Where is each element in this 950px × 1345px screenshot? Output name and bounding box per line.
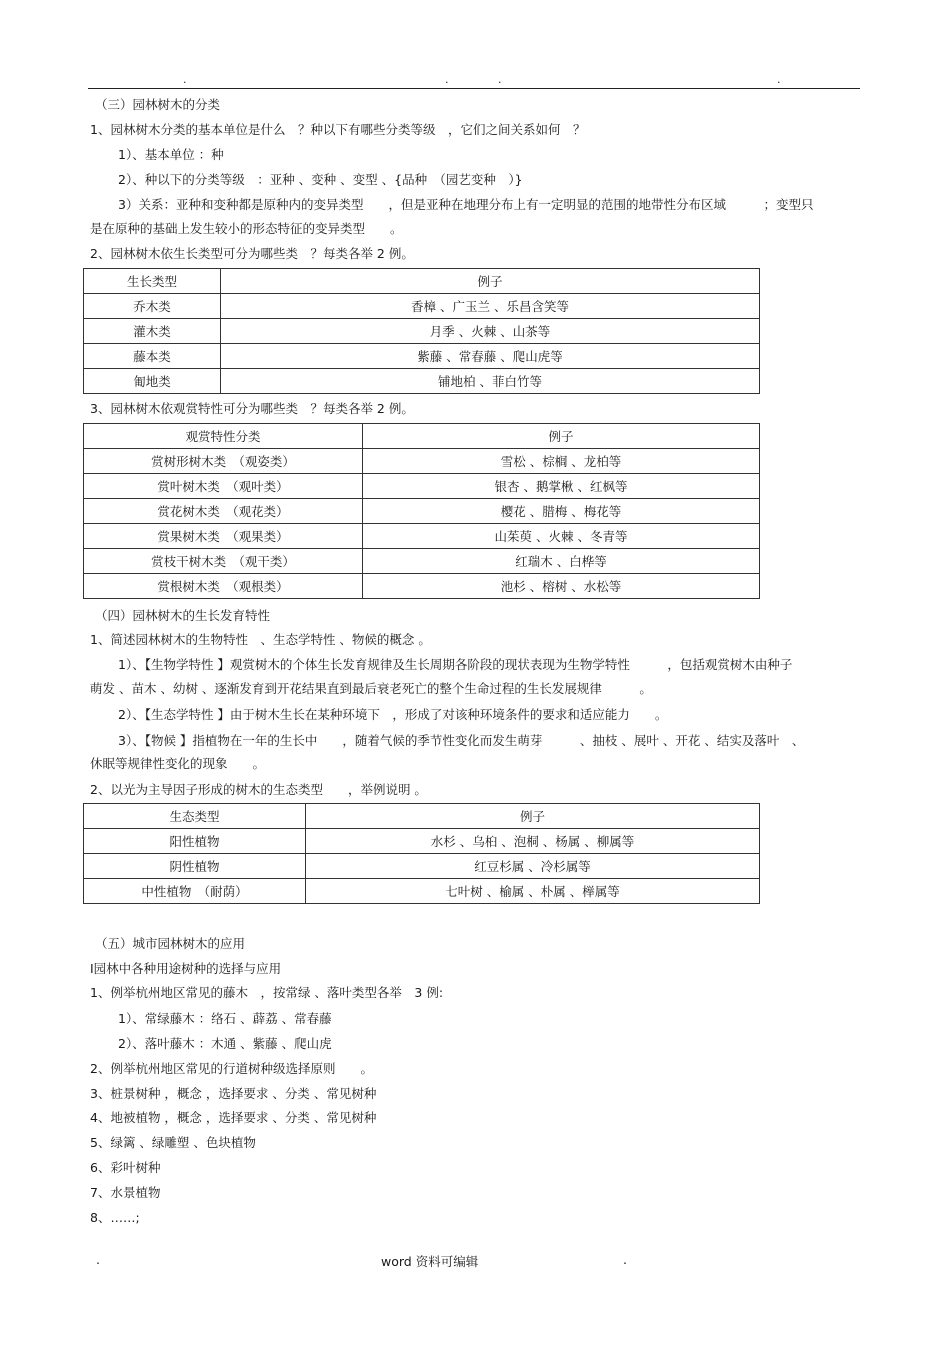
- question: 6、彩叶树种: [90, 1160, 161, 1175]
- question: 8、……;: [90, 1210, 140, 1225]
- table-header-row: [84, 424, 760, 449]
- table-cell: 乔木类: [84, 294, 221, 319]
- header-dot: .: [777, 73, 781, 86]
- answer-line: 2）、落叶藤木 ：木通 、紫藤 、爬山虎: [118, 1036, 332, 1051]
- question: 3、园林树木依观赏特性可分为哪些类 ？每类各举 2 例。: [90, 401, 414, 416]
- answer-line: 2）、【生态学特性 】由于树木生长在某种环境下 ，形成了对该种环境条件的要求和适应能力 。: [118, 707, 668, 722]
- table-cell: 赏果树木类 （观果类）: [84, 524, 363, 549]
- table-row: [84, 854, 760, 879]
- answer-line: 休眠等规律性变化的现象 。: [90, 756, 266, 771]
- table-cell: 赏枝干树木类 （观干类）: [84, 549, 363, 574]
- question: 1、例举杭州地区常见的藤木 ，按常绿 、落叶类型各举 3 例:: [90, 985, 444, 1000]
- subsection-title: Ⅰ园林中各种用途树种的选择与应用: [90, 961, 282, 976]
- header-dot: .: [183, 73, 187, 86]
- table-cell: 灌木类: [84, 319, 221, 344]
- table-row: [84, 499, 760, 524]
- header-rule: [88, 88, 860, 89]
- question: 1、简述园林树木的生物特性 、生态学特性 、物候的概念 。: [90, 632, 431, 647]
- table-header-row: [84, 804, 760, 829]
- ornamental-type-table: [83, 423, 760, 599]
- growth-type-table: [83, 268, 760, 394]
- table-cell: 中性植物 （耐荫）: [84, 879, 306, 904]
- section-title: （三）园林树木的分类: [95, 97, 221, 112]
- table-header-cell: 例子: [363, 424, 760, 449]
- table-row: [84, 524, 760, 549]
- question: 5、绿篱 、绿雕塑 、色块植物: [90, 1135, 256, 1150]
- table-row: [84, 319, 760, 344]
- table-row: [84, 344, 760, 369]
- answer-line: 1）、【生物学特性 】观赏树木的个体生长发育规律及生长周期各阶段的现状表现为生物学特性 ，包括观赏树木由种子: [118, 657, 793, 672]
- question: 4、地被植物 ，概念 ，选择要求 、分类 、常见树种: [90, 1110, 377, 1125]
- table-header-cell: 观赏特性分类: [84, 424, 363, 449]
- table-cell: 匍地类: [84, 369, 221, 394]
- table-cell: 银杏 、鹅掌楸 、红枫等: [363, 474, 760, 499]
- question: 1、园林树木分类的基本单位是什么 ？种以下有哪些分类等级 ，它们之间关系如何 ？: [90, 122, 586, 137]
- answer-line: 1）、常绿藤木 ：络石 、薜荔 、常春藤: [118, 1011, 332, 1026]
- table-cell: 赏花树木类 （观花类）: [84, 499, 363, 524]
- table-cell: 水杉 、乌桕 、泡桐 、杨属 、柳属等: [306, 829, 760, 854]
- table-cell: 阴性植物: [84, 854, 306, 879]
- table-cell: 藤本类: [84, 344, 221, 369]
- table-row: [84, 879, 760, 904]
- question: 2、园林树木依生长类型可分为哪些类 ？每类各举 2 例。: [90, 246, 414, 261]
- footer-dot-right: .: [623, 1252, 627, 1267]
- table-header-cell: 生态类型: [84, 804, 306, 829]
- table-cell: 红瑞木 、白桦等: [363, 549, 760, 574]
- table-cell: 赏叶树木类 （观叶类）: [84, 474, 363, 499]
- header-dot: .: [445, 73, 449, 86]
- table-cell: 赏根树木类 （观根类）: [84, 574, 363, 599]
- table-cell: 月季 、火棘 、山茶等: [221, 319, 760, 344]
- table-header-row: [84, 269, 760, 294]
- table-header-cell: 例子: [221, 269, 760, 294]
- table-cell: 阳性植物: [84, 829, 306, 854]
- table-row: [84, 829, 760, 854]
- section-title: （五）城市园林树木的应用: [95, 936, 246, 951]
- table-cell: 红豆杉属 、冷杉属等: [306, 854, 760, 879]
- table-cell: 紫藤 、常春藤 、爬山虎等: [221, 344, 760, 369]
- answer-line: 萌发 、苗木 、幼树 、逐渐发育到开花结果直到最后衰老死亡的整个生命过程的生长发展规律 。: [90, 681, 652, 696]
- footer-dot-left: .: [96, 1252, 100, 1267]
- table-cell: 七叶树 、榆属 、朴属 、榉属等: [306, 879, 760, 904]
- answer-line: 3）、【物候 】指植物在一年的生长中 ，随着气候的季节性变化而发生萌芽 、抽枝 、展叶 、开花 、结实及落叶 、: [118, 733, 805, 748]
- table-header-cell: 生长类型: [84, 269, 221, 294]
- answer-line: 2）、种以下的分类等级 ：亚种 、变种 、变型 、{品种 （园艺变种 ）}: [118, 172, 523, 187]
- table-row: [84, 369, 760, 394]
- section-title: （四）园林树木的生长发育特性: [95, 608, 271, 623]
- table-row: [84, 474, 760, 499]
- table-cell: 雪松 、棕榈 、龙柏等: [363, 449, 760, 474]
- answer-line: 1）、基本单位 ：种: [118, 147, 224, 162]
- question: 2、例举杭州地区常见的行道树种级选择原则 。: [90, 1061, 373, 1076]
- table-cell: 香樟 、广玉兰 、乐昌含笑等: [221, 294, 760, 319]
- question: 2、以光为主导因子形成的树木的生态类型 ，举例说明 。: [90, 782, 427, 797]
- table-cell: 山茱萸 、火棘 、冬青等: [363, 524, 760, 549]
- table-row: [84, 294, 760, 319]
- table-cell: 池杉 、榕树 、水松等: [363, 574, 760, 599]
- table-cell: 赏树形树木类 （观姿类）: [84, 449, 363, 474]
- footer-text: word 资料可编辑: [381, 1254, 479, 1269]
- answer-line: 是在原种的基础上发生较小的形态特征的变异类型 。: [90, 221, 403, 236]
- ecological-type-table: [83, 803, 760, 904]
- question: 3、桩景树种 ，概念 ，选择要求 、分类 、常见树种: [90, 1086, 377, 1101]
- header-dot: .: [498, 73, 502, 86]
- table-row: [84, 449, 760, 474]
- answer-line: 3）关系：亚种和变种都是原种内的变异类型 ，但是亚种在地理分布上有一定明显的范围的地带性分布区域 ；变型只: [118, 197, 814, 212]
- table-row: [84, 574, 760, 599]
- table-row: [84, 549, 760, 574]
- question: 7、水景植物: [90, 1185, 161, 1200]
- table-header-cell: 例子: [306, 804, 760, 829]
- table-cell: 铺地柏 、菲白竹等: [221, 369, 760, 394]
- table-cell: 樱花 、腊梅 、梅花等: [363, 499, 760, 524]
